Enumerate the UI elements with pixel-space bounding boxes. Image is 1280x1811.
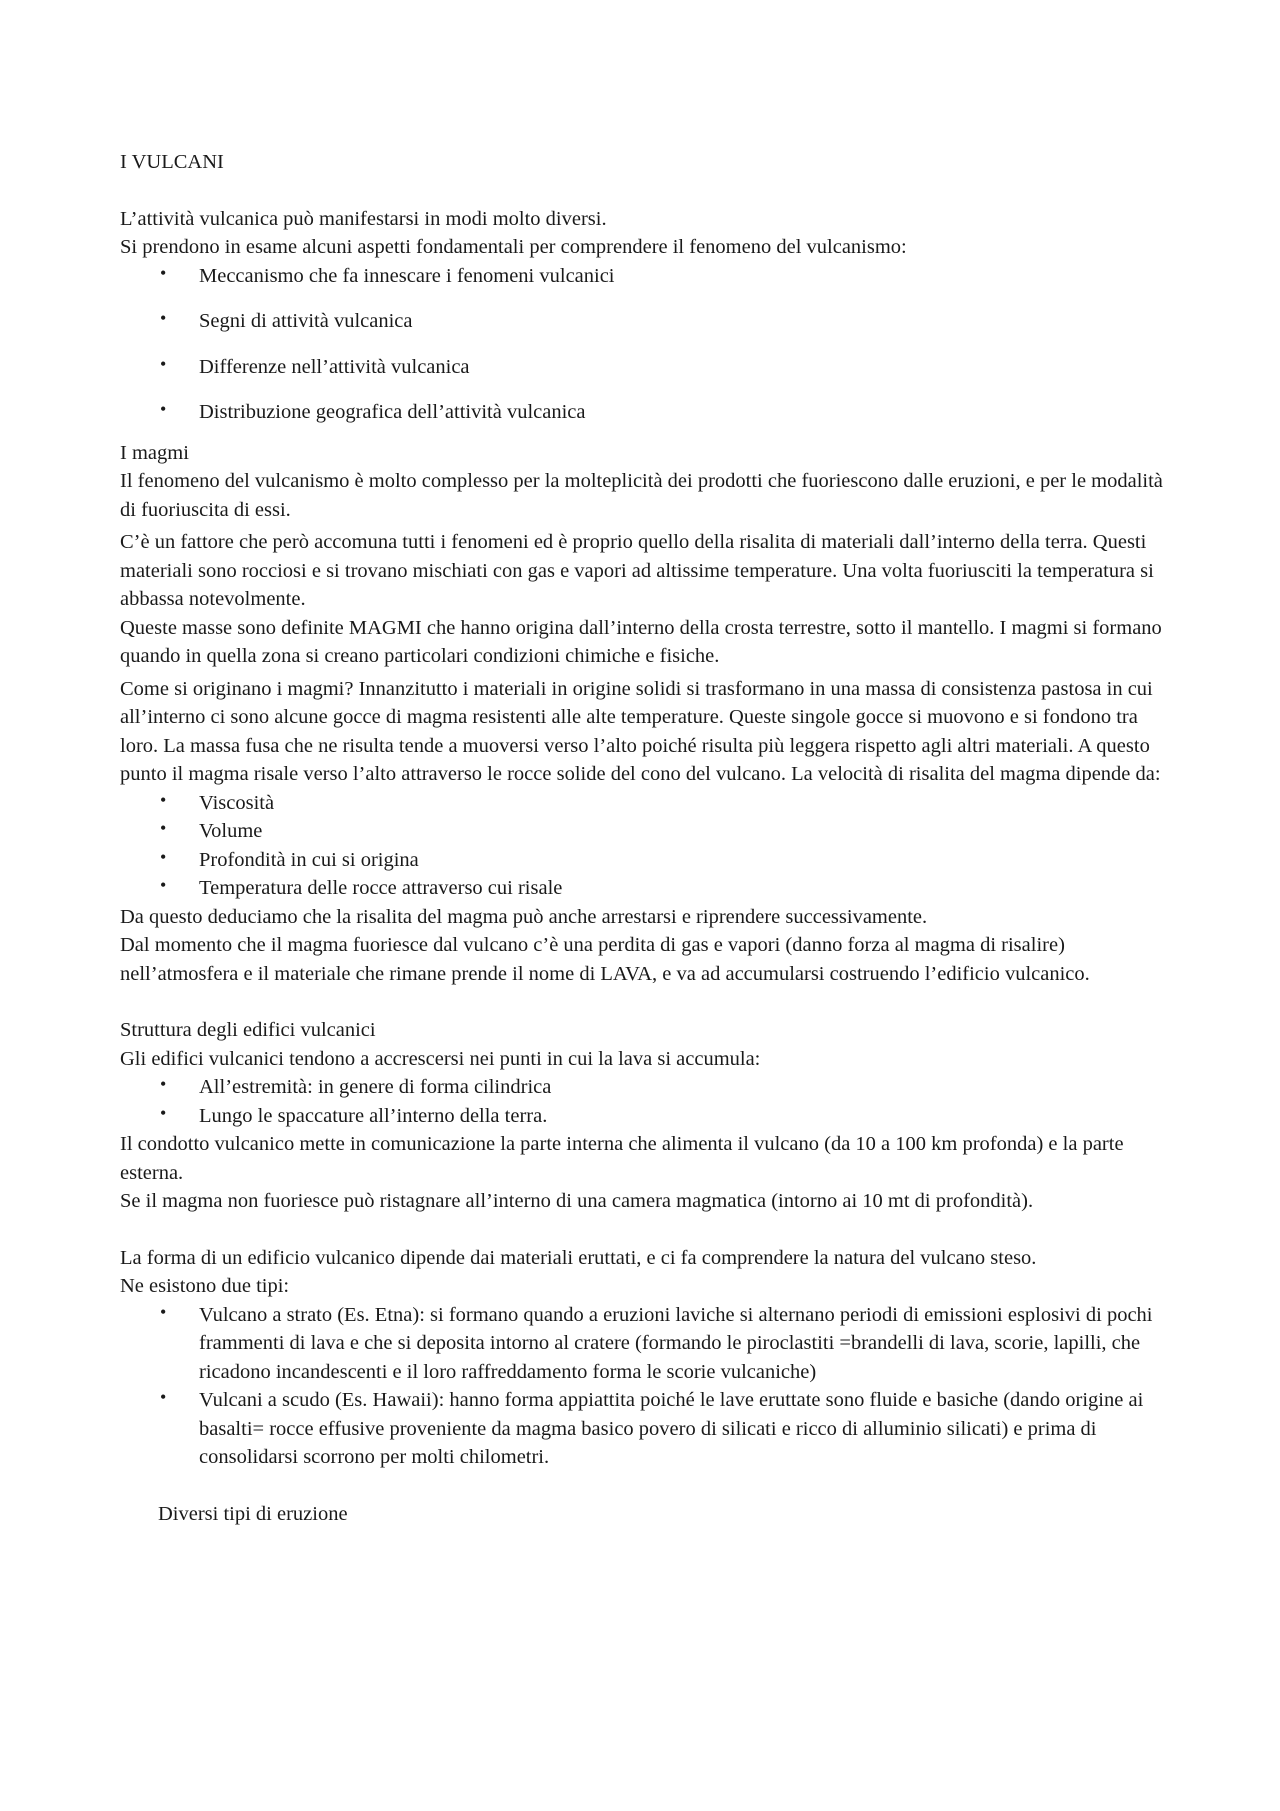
paragraph: C’è un fattore che però accomuna tutti i fenomeni ed è proprio quello della risalita di materiali dall’interno della terra. Questi materiali sono rocciosi e si trovano mischiati con gas e vapori ad altissime temperature. Una volta fuoriusciti la temperatura si abbassa notevolmente. [120, 531, 1154, 610]
list-item: • Viscosità [120, 789, 1170, 818]
struttura-list [120, 1073, 1170, 1130]
intro-line: L’attività vulcanica può manifestarsi in modi molto diversi. [120, 207, 607, 230]
factors-list [120, 789, 1170, 903]
aspects-list [120, 262, 1170, 427]
intro-line: Si prendono in esame alcuni aspetti fondamentali per comprendere il fenomeno del vulcanismo: [120, 236, 907, 258]
paragraph: Da questo deduciamo che la risalita del magma può anche arrestarsi e riprendere successivamente. [120, 905, 928, 928]
list-item: • All’estremità: in genere di forma cilindrica [120, 1073, 1170, 1102]
section-heading-eruzioni: Diversi tipi di eruzione [158, 1502, 348, 1525]
paragraph: Dal momento che il magma fuoriesce dal vulcano c’è una perdita di gas e vapori (danno forza al magma di risalire) nell’atmosfera e il materiale che rimane prende il nome di LAVA, e va ad accumularsi costruendo l’edificio vulcanico. [120, 934, 1090, 985]
paragraph: Gli edifici vulcanici tendono a accrescersi nei punti in cui la lava si accumula: [120, 1047, 761, 1070]
list-item: • Volume [120, 817, 1170, 846]
list-item: • Meccanismo che fa innescare i fenomeni vulcanici [120, 262, 1170, 291]
paragraph: La forma di un edificio vulcanico dipende dai materiali eruttati, e ci fa comprendere la natura del vulcano steso. [120, 1246, 1037, 1269]
paragraph: Come si originano i magmi? Innanzitutto i materiali in origine solidi si trasformano in una massa di consistenza pastosa in cui all’interno ci sono alcune gocce di magma resistenti alle alte temperature. Queste singole gocce si muovono e si fondono tra loro. La massa fusa che ne risulta tende a muoversi verso l’alto poiché risulta più leggera rispetto agli altri materiali. A questo punto il magma risale verso l’alto attraverso le rocce solide del cono del vulcano. La velocità di risalita del magma dipende da: [120, 677, 1161, 785]
list-item: • Vulcani a scudo (Es. Hawaii): hanno forma appiattita poiché le lave eruttate sono fluide e basiche (dando origine ai basalti= rocce effusive proveniente da magma basico povero di silicati e ricco di alluminio silicati) e prima di consolidarsi scorrono per molti chilometri. [120, 1386, 1170, 1472]
volcano-types-list [120, 1301, 1170, 1472]
section-heading-magmi: I magmi [120, 441, 189, 464]
list-item: • Vulcano a strato (Es. Etna): si formano quando a eruzioni laviche si alternano periodi di emissioni esplosivi di pochi frammenti di lava e che si deposita intorno al cratere (formando le piroclastiti =brandelli di lava, scorie, lapilli, che ricadono incandescenti e il loro raffreddamento forma le scorie vulcaniche) [120, 1301, 1170, 1387]
paragraph: Se il magma non fuoriesce può ristagnare all’interno di una camera magmatica (intorno ai 10 mt di profondità). [120, 1190, 1034, 1212]
list-item: • Lungo le spaccature all’interno della terra. [120, 1102, 1170, 1131]
list-item: • Profondità in cui si origina [120, 846, 1170, 875]
section-heading-struttura: Struttura degli edifici vulcanici [120, 1019, 376, 1041]
list-item: • Differenze nell’attività vulcanica [120, 353, 1170, 382]
document-title: I VULCANI [120, 151, 224, 173]
paragraph: Il condotto vulcanico mette in comunicazione la parte interna che alimenta il vulcano (da 10 a 100 km profonda) e la parte esterna. [120, 1133, 1124, 1184]
paragraph: Ne esistono due tipi: [120, 1275, 290, 1297]
paragraph: Queste masse sono definite MAGMI che hanno origina dall’interno della crosta terrestre, sotto il mantello. I magmi si formano quando in quella zona si creano particolari condizioni chimiche e fisiche. [120, 616, 1162, 667]
list-item: • Segni di attività vulcanica [120, 307, 1170, 336]
list-item: • Distribuzione geografica dell’attività vulcanica [120, 398, 1170, 427]
document-page [120, 148, 1170, 1528]
paragraph: Il fenomeno del vulcanismo è molto complesso per la molteplicità dei prodotti che fuoriescono dalle eruzioni, e per le modalità di fuoriuscita di essi. [120, 470, 1163, 521]
list-item: • Temperatura delle rocce attraverso cui risale [120, 874, 1170, 903]
